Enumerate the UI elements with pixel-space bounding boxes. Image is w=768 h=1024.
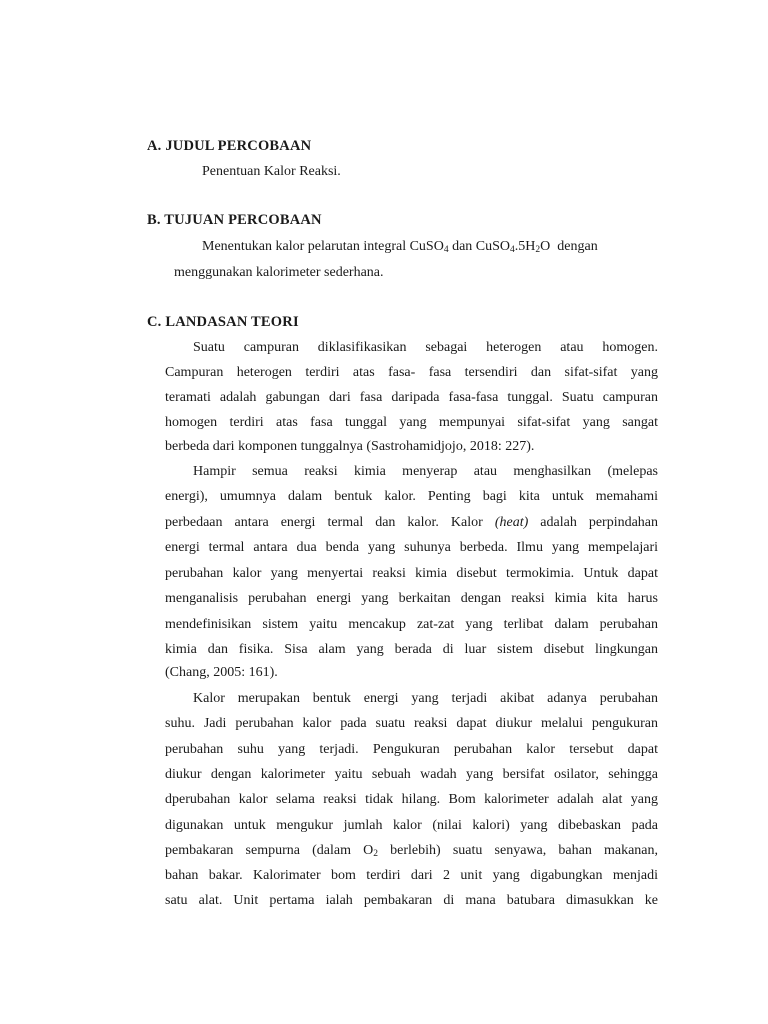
section-b-line-1: Menentukan kalor pelarutan integral CuSO$_4$ dan $CuSO_4.5H_2O$ dengan [202, 239, 598, 255]
paragraph-3-line: digunakan untuk mengukur jumlah kalor (nilai kalori) yang dibebaskan pada [165, 818, 658, 833]
paragraph-1-line: Suatu campuran diklasifikasikan sebagai heterogen atau homogen. [193, 340, 658, 355]
paragraph-1-line: homogen terdiri atas fasa tunggal yang mempunyai sifat-sifat yang sangat [165, 415, 658, 430]
paragraph-2-line: energi termal antara dua benda yang suhunya berbeda. Ilmu yang mempelajari [165, 540, 658, 555]
paragraph-3-line: Kalor merupakan bentuk energi yang terjadi akibat adanya perubahan [193, 691, 658, 706]
paragraph-2-line: perbedaan antara energi termal dan kalor. Kalor (heat) adalah perpindahan [165, 515, 659, 530]
paragraph-1-line: teramati adalah gabungan dari fasa daripada fasa-fasa tunggal. Suatu campuran [165, 390, 658, 405]
paragraph-1-line: Campuran heterogen terdiri atas fasa- fasa tersendiri dan sifat-sifat yang [165, 365, 658, 380]
section-b-line-2: menggunakan kalorimeter sederhana. [174, 265, 384, 280]
section-c-heading: C. LANDASAN TEORI [147, 314, 299, 330]
paragraph-3-line: pembakaran sempurna (dalam $O_2$ berlebih) suatu senyawa, bahan makanan, [165, 843, 658, 859]
paragraph-2-line: kimia dan fisika. Sisa alam yang berada di luar sistem disebut lingkungan [165, 642, 658, 657]
paragraph-3-line: bahan bakar. Kalorimater bom terdiri dari 2 unit yang digabungkan menjadi [165, 868, 658, 883]
paragraph-2-line: mendefinisikan sistem yaitu mencakup zat-zat yang terlibat dalam perubahan [165, 617, 658, 632]
paragraph-2-line: energi), umumnya dalam bentuk kalor. Penting bagi kita untuk memahami [165, 489, 658, 504]
paragraph-2-line: perubahan kalor yang menyertai reaksi kimia disebut termokimia. Untuk dapat [165, 566, 658, 581]
paragraph-2-line: Hampir semua reaksi kimia menyerap atau menghasilkan (melepas [193, 464, 658, 479]
paragraph-3-line: diukur dengan kalorimeter yaitu sebuah wadah yang bersifat osilator, sehingga [165, 767, 658, 782]
paragraph-3-line: dperubahan kalor selama reaksi tidak hilang. Bom kalorimeter adalah alat yang [165, 792, 658, 807]
paragraph-3-line: suhu. Jadi perubahan kalor pada suatu reaksi dapat diukur melalui pengukuran [165, 716, 658, 731]
paragraph-2-line: (Chang, 2005: 161). [165, 665, 278, 680]
paragraph-3-line: perubahan suhu yang terjadi. Pengukuran perubahan kalor tersebut dapat [165, 742, 658, 757]
section-a-text: Penentuan Kalor Reaksi. [202, 164, 341, 179]
section-a-heading: A. JUDUL PERCOBAAN [147, 138, 312, 154]
paragraph-2-line: menganalisis perubahan energi yang berkaitan dengan reaksi kimia kita harus [165, 591, 658, 606]
paragraph-1-line: berbeda dari komponen tunggalnya (Sastrohamidjojo, 2018: 227). [165, 439, 535, 454]
section-b-heading: B. TUJUAN PERCOBAAN [147, 212, 322, 228]
paragraph-3-line: satu alat. Unit pertama ialah pembakaran di mana batubara dimasukkan ke [165, 893, 658, 908]
